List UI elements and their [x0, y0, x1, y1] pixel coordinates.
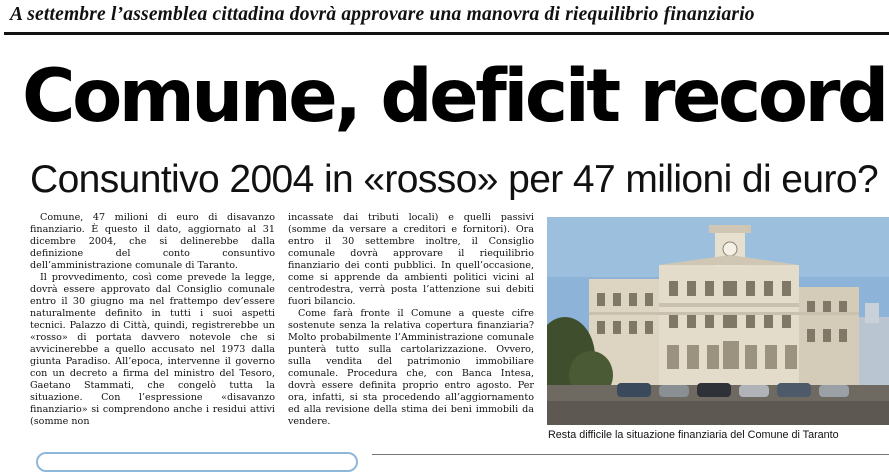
- article-paragraph: incassate dai tributi locali) e quelli passivi (somme da versare a creditori e fornitori). Ora entro il 30 settembre inoltre, il Consiglio comunale dovrà approvare il riequilibrio finanziario dei conti pubblici. In quell’occasione, come si apprende da ambienti politici vicini al centrodestra, verrà posta l’attenzione sui debiti fuori bilancio.: [288, 212, 534, 307]
- bottom-divider: [372, 454, 889, 455]
- next-article-box: [36, 452, 358, 472]
- clock-face: [723, 242, 737, 256]
- article-paragraph: Comune, 47 milioni di euro di disavanzo finanziario. È questo il dato, aggiornato al 31 dicembre 2004, che si delinerebbe dalla definizione del conto consuntivo dell’amministrazione comunale di Taranto.: [30, 212, 275, 271]
- article-column-2: [288, 212, 534, 428]
- headline: Comune, deficit record: [22, 54, 886, 139]
- article-column-1: [30, 212, 275, 428]
- subheadline: Consuntivo 2004 in «rosso» per 47 milioni di euro?: [30, 158, 879, 201]
- article-paragraph: Il provvedimento, così come prevede la legge, dovrà essere approvato dal Consiglio comunale entro il 30 giugno ma nel frattempo dev’essere naturalmente definito in tutti i suoi aspetti tecnici. Palazzo di Città, quindi, registrerebbe un «rosso» di portata davvero notevole che si avvicinerebbe a quello accusato nel 1973 dalla giunta Paradiso. All’epoca, intervenne il governo con un decreto a firma del ministro del Tesoro, Gaetano Stammati, che congelò tutta la situazione. Con l’espressione «disavanzo finanziario» si comprendono anche i residui attivi (somme non: [30, 272, 275, 427]
- kicker-line: A settembre l’assemblea cittadina dovrà approvare una manovra di riequilibrio finanziario: [10, 4, 755, 25]
- kicker-divider: [4, 32, 889, 35]
- article-paragraph: Come farà fronte il Comune a queste cifre sostenute senza la relativa copertura finanziaria? Molto probabilmente l’Amministrazione comunale punterà tutto sulla cartolarizzazione. Ovvero, sulla vendita del patrimonio immobiliare comunale. Procedura che, con Banca Intesa, dovrà essere definita proprio entro agosto. Per ora, infatti, si sta procedendo all’aggiornamento ed alla revisione della stima dei beni immobili da vendere.: [288, 308, 534, 427]
- photo-caption: Resta difficile la situazione finanziaria del Comune di Taranto: [548, 429, 839, 441]
- city-hall-photo: [547, 217, 889, 425]
